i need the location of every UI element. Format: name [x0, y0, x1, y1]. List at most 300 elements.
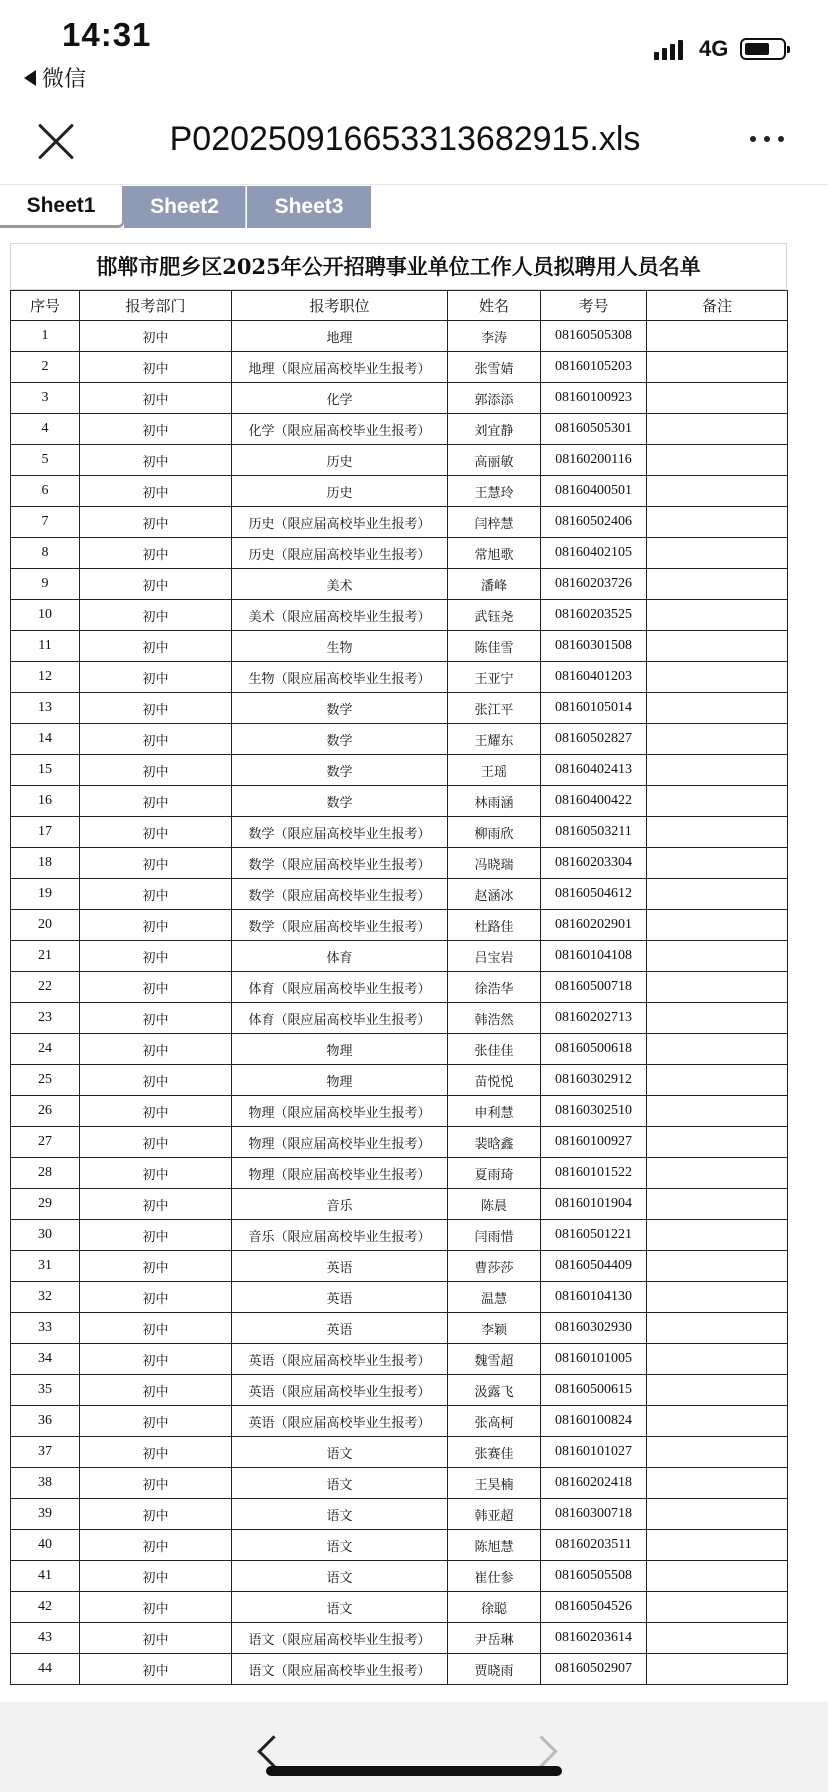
- cell-remarks[interactable]: [647, 631, 788, 662]
- cell-exam-number[interactable]: 08160302510: [541, 1096, 647, 1127]
- cell-department[interactable]: 初中: [80, 538, 232, 569]
- cell-name[interactable]: 曹莎莎: [448, 1251, 541, 1282]
- cell-remarks[interactable]: [647, 693, 788, 724]
- sheet-tabs: [0, 186, 828, 228]
- cell-position[interactable]: 数学（限应届高校毕业生报考）: [232, 879, 448, 910]
- cell-index[interactable]: 31: [11, 1251, 80, 1282]
- cell-index[interactable]: 5: [11, 445, 80, 476]
- cell-name[interactable]: 魏雪超: [448, 1344, 541, 1375]
- cell-department[interactable]: 初中: [80, 1468, 232, 1499]
- cell-name[interactable]: 吕宝岩: [448, 941, 541, 972]
- cell-name[interactable]: 陈晨: [448, 1189, 541, 1220]
- cell-index[interactable]: 22: [11, 972, 80, 1003]
- cell-department[interactable]: 初中: [80, 1313, 232, 1344]
- cell-name[interactable]: 韩亚超: [448, 1499, 541, 1530]
- cell-position[interactable]: 历史（限应届高校毕业生报考）: [232, 507, 448, 538]
- cell-remarks[interactable]: [647, 941, 788, 972]
- cell-name[interactable]: 夏雨琦: [448, 1158, 541, 1189]
- cell-remarks[interactable]: [647, 1127, 788, 1158]
- table-row: [11, 1499, 788, 1530]
- cell-position[interactable]: 物理（限应届高校毕业生报考）: [232, 1096, 448, 1127]
- cell-position[interactable]: 英语（限应届高校毕业生报考）: [232, 1375, 448, 1406]
- cell-department[interactable]: 初中: [80, 414, 232, 445]
- cell-position[interactable]: 语文: [232, 1530, 448, 1561]
- cell-name[interactable]: 林雨涵: [448, 786, 541, 817]
- cell-index[interactable]: 24: [11, 1034, 80, 1065]
- cell-department[interactable]: 初中: [80, 1654, 232, 1685]
- cell-index[interactable]: 9: [11, 569, 80, 600]
- cell-exam-number[interactable]: 08160302912: [541, 1065, 647, 1096]
- cell-position[interactable]: 物理: [232, 1065, 448, 1096]
- cell-exam-number[interactable]: 08160500718: [541, 972, 647, 1003]
- cell-index[interactable]: 14: [11, 724, 80, 755]
- cell-remarks[interactable]: [647, 1158, 788, 1189]
- cell-remarks[interactable]: [647, 352, 788, 383]
- cell-position[interactable]: 美术（限应届高校毕业生报考）: [232, 600, 448, 631]
- cell-name[interactable]: 尹岳琳: [448, 1623, 541, 1654]
- cell-index[interactable]: 34: [11, 1344, 80, 1375]
- cell-exam-number[interactable]: 08160402105: [541, 538, 647, 569]
- cell-position[interactable]: 历史: [232, 476, 448, 507]
- cell-index[interactable]: 20: [11, 910, 80, 941]
- cell-position[interactable]: 语文: [232, 1592, 448, 1623]
- table-row: [11, 414, 788, 445]
- cell-name[interactable]: 杜路佳: [448, 910, 541, 941]
- cell-name[interactable]: 徐浩华: [448, 972, 541, 1003]
- cell-exam-number[interactable]: 08160504409: [541, 1251, 647, 1282]
- cell-remarks[interactable]: [647, 383, 788, 414]
- cell-department[interactable]: 初中: [80, 1561, 232, 1592]
- cell-index[interactable]: 8: [11, 538, 80, 569]
- cell-position[interactable]: 物理（限应届高校毕业生报考）: [232, 1158, 448, 1189]
- cell-remarks[interactable]: [647, 600, 788, 631]
- cell-name[interactable]: 徐聪: [448, 1592, 541, 1623]
- spreadsheet[interactable]: [10, 243, 787, 1685]
- cell-remarks[interactable]: [647, 1437, 788, 1468]
- cell-position[interactable]: 音乐（限应届高校毕业生报考）: [232, 1220, 448, 1251]
- column-header-index: 序号: [11, 291, 80, 321]
- cell-index[interactable]: 10: [11, 600, 80, 631]
- cell-remarks[interactable]: [647, 1034, 788, 1065]
- cell-department[interactable]: 初中: [80, 1530, 232, 1561]
- cell-exam-number[interactable]: 08160501221: [541, 1220, 647, 1251]
- cell-position[interactable]: 生物: [232, 631, 448, 662]
- cell-position[interactable]: 数学（限应届高校毕业生报考）: [232, 910, 448, 941]
- cell-remarks[interactable]: [647, 879, 788, 910]
- cell-remarks[interactable]: [647, 1654, 788, 1685]
- cell-department[interactable]: 初中: [80, 662, 232, 693]
- cell-index[interactable]: 33: [11, 1313, 80, 1344]
- cell-exam-number[interactable]: 08160101005: [541, 1344, 647, 1375]
- cell-name[interactable]: 苗悦悦: [448, 1065, 541, 1096]
- cell-name[interactable]: 裴晗鑫: [448, 1127, 541, 1158]
- cell-department[interactable]: 初中: [80, 569, 232, 600]
- cell-exam-number[interactable]: 08160100923: [541, 383, 647, 414]
- cell-exam-number[interactable]: 08160105203: [541, 352, 647, 383]
- cell-index[interactable]: 16: [11, 786, 80, 817]
- cell-remarks[interactable]: [647, 1530, 788, 1561]
- document-header: [0, 100, 828, 184]
- cell-remarks[interactable]: [647, 848, 788, 879]
- cell-index[interactable]: 13: [11, 693, 80, 724]
- cell-position[interactable]: 历史（限应届高校毕业生报考）: [232, 538, 448, 569]
- cell-index[interactable]: 21: [11, 941, 80, 972]
- cell-name[interactable]: 陈佳雪: [448, 631, 541, 662]
- cell-department[interactable]: 初中: [80, 724, 232, 755]
- cell-position[interactable]: 地理: [232, 321, 448, 352]
- cell-remarks[interactable]: [647, 321, 788, 352]
- cell-remarks[interactable]: [647, 755, 788, 786]
- cell-remarks[interactable]: [647, 1468, 788, 1499]
- cell-position[interactable]: 语文: [232, 1437, 448, 1468]
- cell-index[interactable]: 29: [11, 1189, 80, 1220]
- cell-department[interactable]: 初中: [80, 817, 232, 848]
- cell-department[interactable]: 初中: [80, 755, 232, 786]
- cell-exam-number[interactable]: 08160302930: [541, 1313, 647, 1344]
- cell-name[interactable]: 李颖: [448, 1313, 541, 1344]
- cell-exam-number[interactable]: 08160203304: [541, 848, 647, 879]
- cell-position[interactable]: 体育: [232, 941, 448, 972]
- cell-exam-number[interactable]: 08160101522: [541, 1158, 647, 1189]
- cell-index[interactable]: 41: [11, 1561, 80, 1592]
- cell-department[interactable]: 初中: [80, 1375, 232, 1406]
- table-row: [11, 507, 788, 538]
- cell-department[interactable]: 初中: [80, 1282, 232, 1313]
- table-row: [11, 1189, 788, 1220]
- cell-index[interactable]: 25: [11, 1065, 80, 1096]
- cell-name[interactable]: 闫梓慧: [448, 507, 541, 538]
- cell-position[interactable]: 历史: [232, 445, 448, 476]
- cell-name[interactable]: 冯晓瑞: [448, 848, 541, 879]
- home-indicator[interactable]: [266, 1766, 562, 1776]
- cell-position[interactable]: 语文: [232, 1561, 448, 1592]
- cell-exam-number[interactable]: 08160105014: [541, 693, 647, 724]
- cell-index[interactable]: 18: [11, 848, 80, 879]
- cell-exam-number[interactable]: 08160500615: [541, 1375, 647, 1406]
- cell-index[interactable]: 12: [11, 662, 80, 693]
- cell-name[interactable]: 闫雨惜: [448, 1220, 541, 1251]
- cell-exam-number[interactable]: 08160502406: [541, 507, 647, 538]
- cell-remarks[interactable]: [647, 972, 788, 1003]
- cell-index[interactable]: 43: [11, 1623, 80, 1654]
- cell-exam-number[interactable]: 08160104108: [541, 941, 647, 972]
- cell-name[interactable]: 潘峰: [448, 569, 541, 600]
- cell-remarks[interactable]: [647, 1003, 788, 1034]
- cell-remarks[interactable]: [647, 1251, 788, 1282]
- cell-exam-number[interactable]: 08160202901: [541, 910, 647, 941]
- table-row: [11, 662, 788, 693]
- cell-index[interactable]: 11: [11, 631, 80, 662]
- cell-name[interactable]: 王亚宁: [448, 662, 541, 693]
- cell-position[interactable]: 数学（限应届高校毕业生报考）: [232, 817, 448, 848]
- cell-index[interactable]: 40: [11, 1530, 80, 1561]
- cell-index[interactable]: 36: [11, 1406, 80, 1437]
- cell-department[interactable]: 初中: [80, 600, 232, 631]
- cell-position[interactable]: 物理（限应届高校毕业生报考）: [232, 1127, 448, 1158]
- cell-position[interactable]: 体育（限应届高校毕业生报考）: [232, 1003, 448, 1034]
- cell-department[interactable]: 初中: [80, 445, 232, 476]
- cell-exam-number[interactable]: 08160202418: [541, 1468, 647, 1499]
- cell-position[interactable]: 生物（限应届高校毕业生报考）: [232, 662, 448, 693]
- column-header-position: 报考职位: [232, 291, 448, 321]
- cell-position[interactable]: 数学: [232, 786, 448, 817]
- cell-name[interactable]: 赵涵冰: [448, 879, 541, 910]
- cell-department[interactable]: 初中: [80, 1003, 232, 1034]
- cell-remarks[interactable]: [647, 1499, 788, 1530]
- cell-exam-number[interactable]: 08160401203: [541, 662, 647, 693]
- cell-exam-number[interactable]: 08160400422: [541, 786, 647, 817]
- cell-exam-number[interactable]: 08160500618: [541, 1034, 647, 1065]
- cell-position[interactable]: 体育（限应届高校毕业生报考）: [232, 972, 448, 1003]
- cell-department[interactable]: 初中: [80, 1220, 232, 1251]
- cell-index[interactable]: 1: [11, 321, 80, 352]
- cell-position[interactable]: 语文（限应届高校毕业生报考）: [232, 1623, 448, 1654]
- cell-remarks[interactable]: [647, 1592, 788, 1623]
- tab-sheet3[interactable]: Sheet3: [247, 186, 371, 228]
- cell-name[interactable]: 崔仕参: [448, 1561, 541, 1592]
- cell-exam-number[interactable]: 08160300718: [541, 1499, 647, 1530]
- table-row: [11, 321, 788, 352]
- cell-department[interactable]: 初中: [80, 1189, 232, 1220]
- cell-name[interactable]: 王昊楠: [448, 1468, 541, 1499]
- cell-department[interactable]: 初中: [80, 383, 232, 414]
- cell-position[interactable]: 化学: [232, 383, 448, 414]
- cell-exam-number[interactable]: 08160502907: [541, 1654, 647, 1685]
- cell-name[interactable]: 张佳佳: [448, 1034, 541, 1065]
- cell-index[interactable]: 6: [11, 476, 80, 507]
- table-row: [11, 1406, 788, 1437]
- cell-position[interactable]: 英语（限应届高校毕业生报考）: [232, 1344, 448, 1375]
- table-header-row: [11, 291, 788, 321]
- more-icon[interactable]: [750, 136, 784, 142]
- cell-name[interactable]: 高丽敏: [448, 445, 541, 476]
- cell-department[interactable]: 初中: [80, 352, 232, 383]
- cell-department[interactable]: 初中: [80, 1344, 232, 1375]
- cell-exam-number[interactable]: 08160503211: [541, 817, 647, 848]
- cell-index[interactable]: 38: [11, 1468, 80, 1499]
- cell-remarks[interactable]: [647, 1313, 788, 1344]
- cell-exam-number[interactable]: 08160101027: [541, 1437, 647, 1468]
- cell-remarks[interactable]: [647, 1065, 788, 1096]
- cell-position[interactable]: 数学（限应届高校毕业生报考）: [232, 848, 448, 879]
- cell-index[interactable]: 17: [11, 817, 80, 848]
- cell-remarks[interactable]: [647, 1096, 788, 1127]
- cell-remarks[interactable]: [647, 786, 788, 817]
- cell-remarks[interactable]: [647, 1282, 788, 1313]
- table-row: [11, 1375, 788, 1406]
- cell-department[interactable]: 初中: [80, 1065, 232, 1096]
- cell-exam-number[interactable]: 08160203726: [541, 569, 647, 600]
- forward-arrow-icon[interactable]: [525, 1735, 558, 1768]
- sheet-title: 邯郸市肥乡区2025年公开招聘事业单位工作人员拟聘用人员名单: [10, 243, 787, 290]
- cell-name[interactable]: 贾晓雨: [448, 1654, 541, 1685]
- cell-name[interactable]: 王瑶: [448, 755, 541, 786]
- cell-position[interactable]: 数学: [232, 755, 448, 786]
- cell-position[interactable]: 英语: [232, 1313, 448, 1344]
- cell-name[interactable]: 常旭歌: [448, 538, 541, 569]
- cell-department[interactable]: 初中: [80, 507, 232, 538]
- cell-exam-number[interactable]: 08160502827: [541, 724, 647, 755]
- cell-exam-number[interactable]: 08160203614: [541, 1623, 647, 1654]
- cell-department[interactable]: 初中: [80, 476, 232, 507]
- cell-name[interactable]: 张赛佳: [448, 1437, 541, 1468]
- cell-remarks[interactable]: [647, 414, 788, 445]
- status-bar: [0, 0, 828, 100]
- cell-remarks[interactable]: [647, 445, 788, 476]
- cell-name[interactable]: 王慧玲: [448, 476, 541, 507]
- cell-exam-number[interactable]: 08160504526: [541, 1592, 647, 1623]
- cell-remarks[interactable]: [647, 910, 788, 941]
- cell-name[interactable]: 张江平: [448, 693, 541, 724]
- cell-exam-number[interactable]: 08160203525: [541, 600, 647, 631]
- cell-exam-number[interactable]: 08160200116: [541, 445, 647, 476]
- cell-department[interactable]: 初中: [80, 1158, 232, 1189]
- cell-index[interactable]: 37: [11, 1437, 80, 1468]
- table-row: [11, 1437, 788, 1468]
- cell-index[interactable]: 26: [11, 1096, 80, 1127]
- cell-index[interactable]: 44: [11, 1654, 80, 1685]
- cell-position[interactable]: 语文（限应届高校毕业生报考）: [232, 1654, 448, 1685]
- back-arrow-icon[interactable]: [257, 1735, 290, 1768]
- cell-name[interactable]: 汲露飞: [448, 1375, 541, 1406]
- cell-index[interactable]: 27: [11, 1127, 80, 1158]
- cell-department[interactable]: 初中: [80, 1499, 232, 1530]
- table-row: [11, 383, 788, 414]
- back-triangle-icon: [24, 70, 36, 86]
- table-row: [11, 817, 788, 848]
- cell-name[interactable]: 李涛: [448, 321, 541, 352]
- cell-index[interactable]: 15: [11, 755, 80, 786]
- cell-department[interactable]: 初中: [80, 1034, 232, 1065]
- cell-index[interactable]: 7: [11, 507, 80, 538]
- cell-position[interactable]: 英语（限应届高校毕业生报考）: [232, 1406, 448, 1437]
- cell-name[interactable]: 柳雨欣: [448, 817, 541, 848]
- cell-exam-number[interactable]: 08160505301: [541, 414, 647, 445]
- cell-remarks[interactable]: [647, 817, 788, 848]
- cell-exam-number[interactable]: 08160504612: [541, 879, 647, 910]
- cell-name[interactable]: 申利慧: [448, 1096, 541, 1127]
- cell-department[interactable]: 初中: [80, 848, 232, 879]
- cell-remarks[interactable]: [647, 1220, 788, 1251]
- cell-remarks[interactable]: [647, 1189, 788, 1220]
- cell-remarks[interactable]: [647, 1561, 788, 1592]
- cell-index[interactable]: 3: [11, 383, 80, 414]
- cell-index[interactable]: 35: [11, 1375, 80, 1406]
- cell-exam-number[interactable]: 08160101904: [541, 1189, 647, 1220]
- cell-position[interactable]: 化学（限应届高校毕业生报考）: [232, 414, 448, 445]
- cell-department[interactable]: 初中: [80, 786, 232, 817]
- cell-exam-number[interactable]: 08160202713: [541, 1003, 647, 1034]
- cell-remarks[interactable]: [647, 569, 788, 600]
- cell-index[interactable]: 23: [11, 1003, 80, 1034]
- cell-department[interactable]: 初中: [80, 879, 232, 910]
- table-row: [11, 1468, 788, 1499]
- cell-exam-number[interactable]: 08160400501: [541, 476, 647, 507]
- cell-exam-number[interactable]: 08160301508: [541, 631, 647, 662]
- cell-position[interactable]: 美术: [232, 569, 448, 600]
- cell-exam-number[interactable]: 08160100927: [541, 1127, 647, 1158]
- cell-exam-number[interactable]: 08160100824: [541, 1406, 647, 1437]
- cell-index[interactable]: 39: [11, 1499, 80, 1530]
- cell-department[interactable]: 初中: [80, 1437, 232, 1468]
- cell-position[interactable]: 语文: [232, 1499, 448, 1530]
- cell-name[interactable]: 郭添添: [448, 383, 541, 414]
- cell-position[interactable]: 数学: [232, 693, 448, 724]
- tab-sheet1[interactable]: Sheet1: [0, 186, 124, 228]
- cell-position[interactable]: 英语: [232, 1251, 448, 1282]
- cell-name[interactable]: 张雪婧: [448, 352, 541, 383]
- cell-department[interactable]: 初中: [80, 693, 232, 724]
- tab-sheet2[interactable]: Sheet2: [124, 186, 246, 228]
- cell-position[interactable]: 语文: [232, 1468, 448, 1499]
- cell-exam-number[interactable]: 08160104130: [541, 1282, 647, 1313]
- cell-remarks[interactable]: [647, 1375, 788, 1406]
- cell-name[interactable]: 刘宜静: [448, 414, 541, 445]
- cell-department[interactable]: 初中: [80, 910, 232, 941]
- cell-exam-number[interactable]: 08160505308: [541, 321, 647, 352]
- cell-remarks[interactable]: [647, 724, 788, 755]
- cell-position[interactable]: 数学: [232, 724, 448, 755]
- cell-index[interactable]: 19: [11, 879, 80, 910]
- signal-icon: [654, 38, 683, 60]
- clock: 14:31: [62, 16, 152, 53]
- cell-name[interactable]: 王耀东: [448, 724, 541, 755]
- cell-remarks[interactable]: [647, 1406, 788, 1437]
- cell-remarks[interactable]: [647, 507, 788, 538]
- cell-exam-number[interactable]: 08160505508: [541, 1561, 647, 1592]
- cell-remarks[interactable]: [647, 1344, 788, 1375]
- cell-name[interactable]: 韩浩然: [448, 1003, 541, 1034]
- table-row: [11, 600, 788, 631]
- cell-exam-number[interactable]: 08160203511: [541, 1530, 647, 1561]
- cell-department[interactable]: 初中: [80, 1406, 232, 1437]
- cell-position[interactable]: 音乐: [232, 1189, 448, 1220]
- cell-remarks[interactable]: [647, 538, 788, 569]
- cell-department[interactable]: 初中: [80, 1251, 232, 1282]
- cell-department[interactable]: 初中: [80, 1096, 232, 1127]
- cell-index[interactable]: 32: [11, 1282, 80, 1313]
- cell-position[interactable]: 地理（限应届高校毕业生报考）: [232, 352, 448, 383]
- cell-position[interactable]: 英语: [232, 1282, 448, 1313]
- cell-remarks[interactable]: [647, 1623, 788, 1654]
- cell-department[interactable]: 初中: [80, 321, 232, 352]
- cell-exam-number[interactable]: 08160402413: [541, 755, 647, 786]
- cell-department[interactable]: 初中: [80, 1623, 232, 1654]
- cell-name[interactable]: 温慧: [448, 1282, 541, 1313]
- cell-index[interactable]: 28: [11, 1158, 80, 1189]
- cell-index[interactable]: 30: [11, 1220, 80, 1251]
- cell-index[interactable]: 4: [11, 414, 80, 445]
- cell-index[interactable]: 2: [11, 352, 80, 383]
- cell-remarks[interactable]: [647, 662, 788, 693]
- cell-index[interactable]: 42: [11, 1592, 80, 1623]
- network-type: 4G: [699, 36, 729, 61]
- close-icon[interactable]: [36, 122, 76, 162]
- cell-department[interactable]: 初中: [80, 941, 232, 972]
- cell-department[interactable]: 初中: [80, 972, 232, 1003]
- table-row: [11, 1623, 788, 1654]
- cell-position[interactable]: 物理: [232, 1034, 448, 1065]
- back-to-app-link[interactable]: [24, 62, 86, 93]
- cell-name[interactable]: 陈旭慧: [448, 1530, 541, 1561]
- table-row: [11, 1065, 788, 1096]
- cell-name[interactable]: 武钰尧: [448, 600, 541, 631]
- cell-department[interactable]: 初中: [80, 1127, 232, 1158]
- cell-name[interactable]: 张高柯: [448, 1406, 541, 1437]
- cell-department[interactable]: 初中: [80, 631, 232, 662]
- cell-department[interactable]: 初中: [80, 1592, 232, 1623]
- cell-remarks[interactable]: [647, 476, 788, 507]
